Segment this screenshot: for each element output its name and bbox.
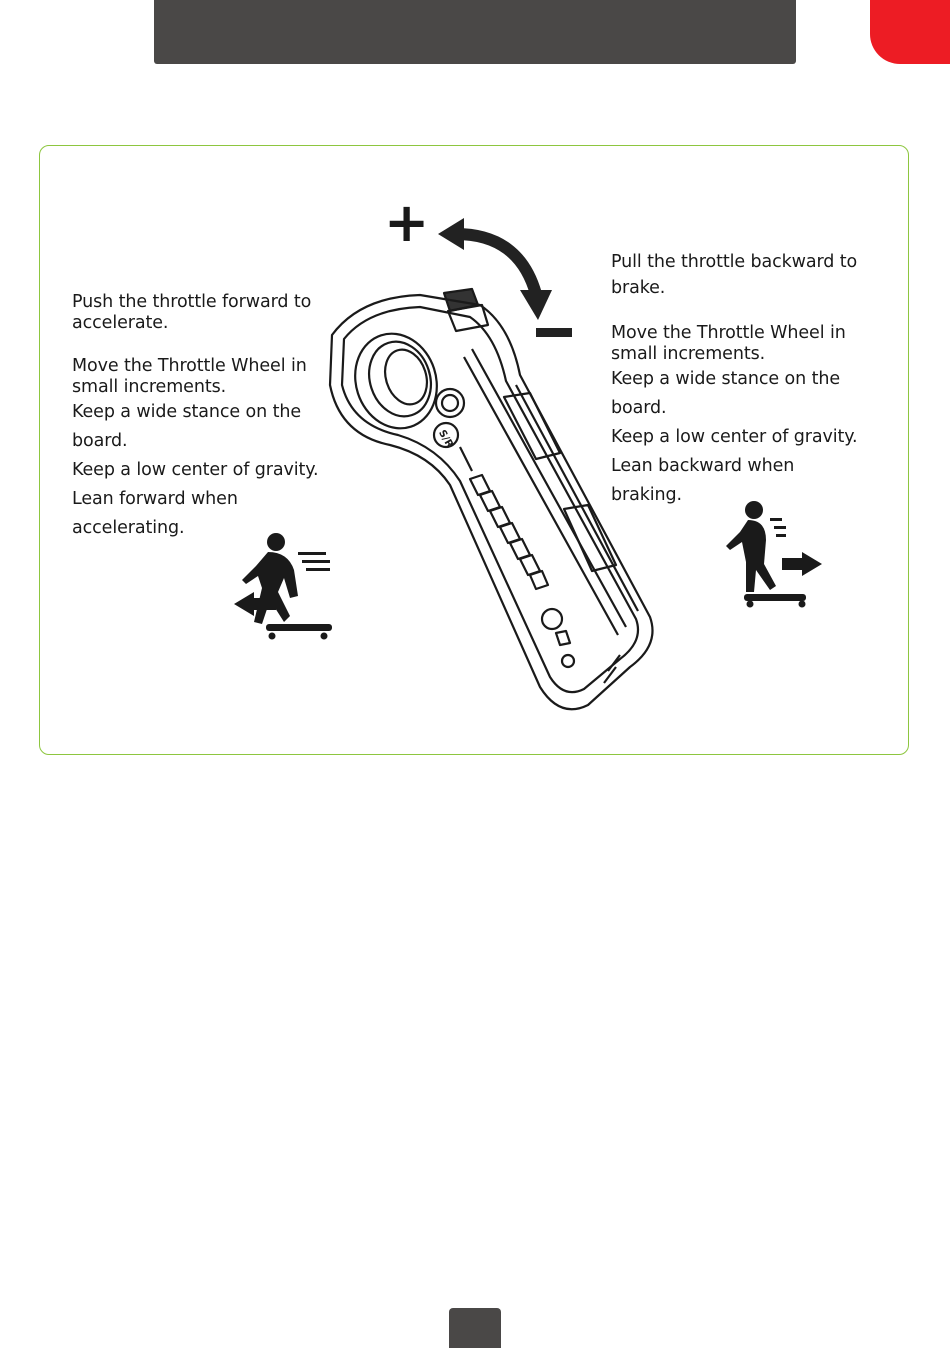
tip-small-increments: Move the Throttle Wheel in small increments. xyxy=(611,323,846,364)
tip-wide-stance: Keep a wide stance on the board. xyxy=(72,402,302,451)
tip-low-gravity: Keep a low center of gravity. xyxy=(72,460,319,480)
plus-symbol: + xyxy=(384,191,430,254)
page-number-tab xyxy=(449,1308,501,1348)
sr-button-label: S/R xyxy=(436,428,455,450)
tip-wide-stance: Keep a wide stance on the board. xyxy=(611,369,841,418)
throttle-remote-illustration xyxy=(320,285,660,717)
tip-small-increments: Move the Throttle Wheel in small increments. xyxy=(72,356,307,397)
brake-lead: Pull the throttle backward to brake. xyxy=(611,252,858,298)
tip-lean-backward: Lean backward when braking. xyxy=(611,456,795,505)
rider-braking-icon xyxy=(724,498,828,610)
tip-lean-forward: Lean forward when accelerating. xyxy=(72,489,238,538)
section-tab xyxy=(870,0,950,64)
header-bar xyxy=(154,0,796,64)
accelerate-instructions xyxy=(72,292,342,543)
accelerate-lead: Push the throttle forward to accelerate. xyxy=(72,292,312,333)
tip-low-gravity: Keep a low center of gravity. xyxy=(611,427,858,447)
rider-accelerating-icon xyxy=(232,530,336,642)
